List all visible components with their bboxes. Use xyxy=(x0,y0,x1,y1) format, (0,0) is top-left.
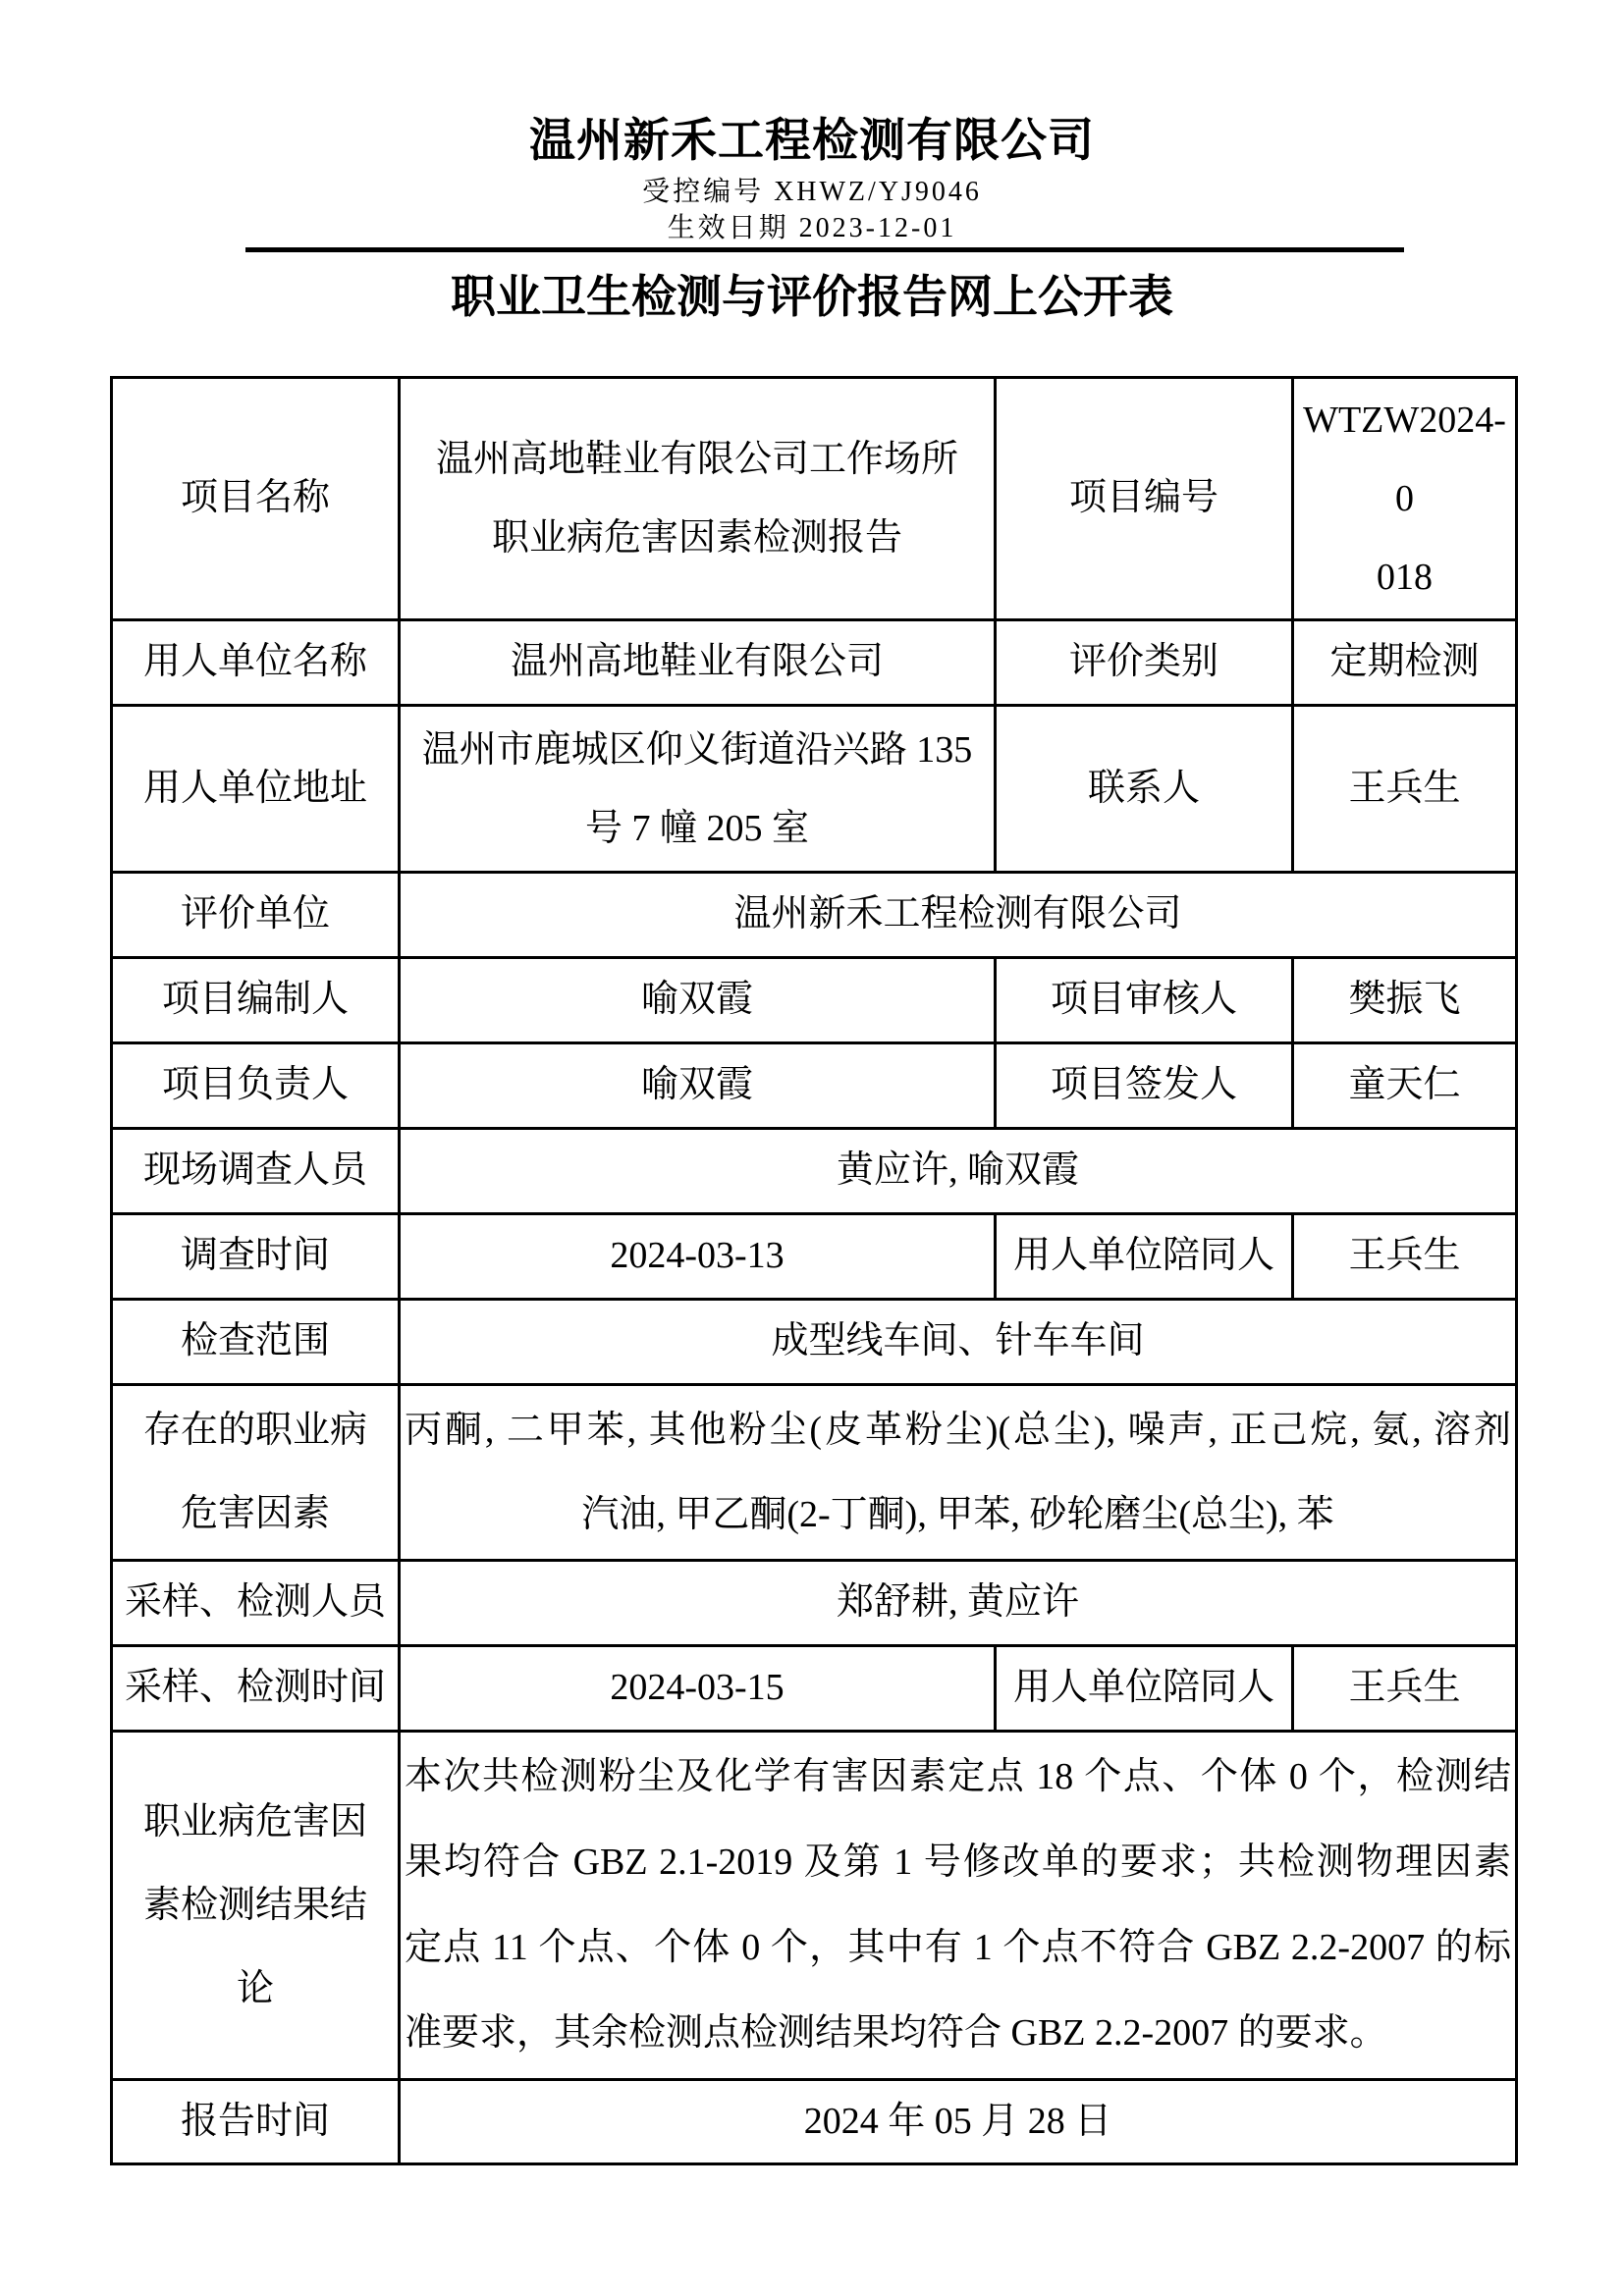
row-employer-name xyxy=(112,620,1517,706)
conclusion-value: 本次共检测粉尘及化学有害因素定点 18 个点、个体 0 个，检测结 果均符合 GBZ 2.1-2019 及第 1 号修改单的要求；共检测物理因素 定点 11 个点、个体 0 个，其中有 1 个点不符合 GBZ 2.2-2007 的标 准要求，其余检测点检测结果均符合 GBZ 2.2-2007 的要求。 xyxy=(400,1732,1517,2080)
project-compiler-label: 项目编制人 xyxy=(112,958,400,1043)
row-conclusion xyxy=(112,1732,1517,2080)
employer-name-label: 用人单位名称 xyxy=(112,620,400,706)
company-title: 温州新禾工程检测有限公司 xyxy=(529,116,1095,167)
project-number-value: WTZW2024-0 018 xyxy=(1293,378,1517,620)
site-investigators-value: 黄应许, 喻双霞 xyxy=(400,1129,1517,1214)
project-name-label: 项目名称 xyxy=(112,378,400,620)
row-evaluation-org xyxy=(112,873,1517,958)
employer-escort-2-label: 用人单位陪同人 xyxy=(996,1646,1293,1732)
sampling-date-label: 采样、检测时间 xyxy=(112,1646,400,1732)
row-hazard-factors xyxy=(112,1385,1517,1561)
project-compiler-value: 喻双霞 xyxy=(400,958,996,1043)
row-project-name xyxy=(112,378,1517,620)
employer-name-value: 温州高地鞋业有限公司 xyxy=(400,620,996,706)
inspection-scope-value: 成型线车间、针车车间 xyxy=(400,1300,1517,1385)
conclusion-label: 职业病危害因 素检测结果结 论 xyxy=(112,1732,400,2080)
form-title: 职业卫生检测与评价报告网上公开表 xyxy=(451,272,1173,322)
evaluation-type-value: 定期检测 xyxy=(1293,620,1517,706)
evaluation-org-label: 评价单位 xyxy=(112,873,400,958)
hazard-factors-value: 丙酮, 二甲苯, 其他粉尘(皮革粉尘)(总尘), 噪声, 正己烷, 氨, 溶剂 汽油, 甲乙酮(2-丁酮), 甲苯, 砂轮磨尘(总尘), 苯 xyxy=(400,1385,1517,1561)
sampling-personnel-value: 郑舒耕, 黄应许 xyxy=(400,1561,1517,1646)
evaluation-org-value: 温州新禾工程检测有限公司 xyxy=(400,873,1517,958)
row-site-investigators xyxy=(112,1129,1517,1214)
project-reviewer-value: 樊振飞 xyxy=(1293,958,1517,1043)
row-sampling-date xyxy=(112,1646,1517,1732)
investigation-date-label: 调查时间 xyxy=(112,1214,400,1300)
project-leader-label: 项目负责人 xyxy=(112,1043,400,1129)
project-leader-value: 喻双霞 xyxy=(400,1043,996,1129)
report-date-label: 报告时间 xyxy=(112,2080,400,2164)
employer-address-value: 温州市鹿城区仰义街道沿兴路 135 号 7 幢 205 室 xyxy=(400,706,996,873)
row-sampling-personnel xyxy=(112,1561,1517,1646)
contact-person-value: 王兵生 xyxy=(1293,706,1517,873)
control-number: 受控编号 XHWZ/YJ9046 xyxy=(642,177,982,207)
effective-date: 生效日期 2023-12-01 xyxy=(667,213,957,243)
employer-escort-1-value: 王兵生 xyxy=(1293,1214,1517,1300)
hazard-factors-label: 存在的职业病 危害因素 xyxy=(112,1385,400,1561)
report-date-value: 2024 年 05 月 28 日 xyxy=(400,2080,1517,2164)
sampling-date-value: 2024-03-15 xyxy=(400,1646,996,1732)
row-employer-address xyxy=(112,706,1517,873)
contact-person-label: 联系人 xyxy=(996,706,1293,873)
project-number-label: 项目编号 xyxy=(996,378,1293,620)
inspection-scope-label: 检查范围 xyxy=(112,1300,400,1385)
employer-address-label: 用人单位地址 xyxy=(112,706,400,873)
row-project-compiler xyxy=(112,958,1517,1043)
project-name-value: 温州高地鞋业有限公司工作场所 职业病危害因素检测报告 xyxy=(400,378,996,620)
row-inspection-scope xyxy=(112,1300,1517,1385)
row-project-leader xyxy=(112,1043,1517,1129)
report-table xyxy=(110,376,1518,2165)
employer-escort-2-value: 王兵生 xyxy=(1293,1646,1517,1732)
project-issuer-value: 童天仁 xyxy=(1293,1043,1517,1129)
row-investigation-date xyxy=(112,1214,1517,1300)
investigation-date-value: 2024-03-13 xyxy=(400,1214,996,1300)
evaluation-type-label: 评价类别 xyxy=(996,620,1293,706)
project-reviewer-label: 项目审核人 xyxy=(996,958,1293,1043)
site-investigators-label: 现场调查人员 xyxy=(112,1129,400,1214)
row-report-date xyxy=(112,2080,1517,2164)
project-issuer-label: 项目签发人 xyxy=(996,1043,1293,1129)
header-divider xyxy=(245,247,1404,252)
sampling-personnel-label: 采样、检测人员 xyxy=(112,1561,400,1646)
employer-escort-1-label: 用人单位陪同人 xyxy=(996,1214,1293,1300)
